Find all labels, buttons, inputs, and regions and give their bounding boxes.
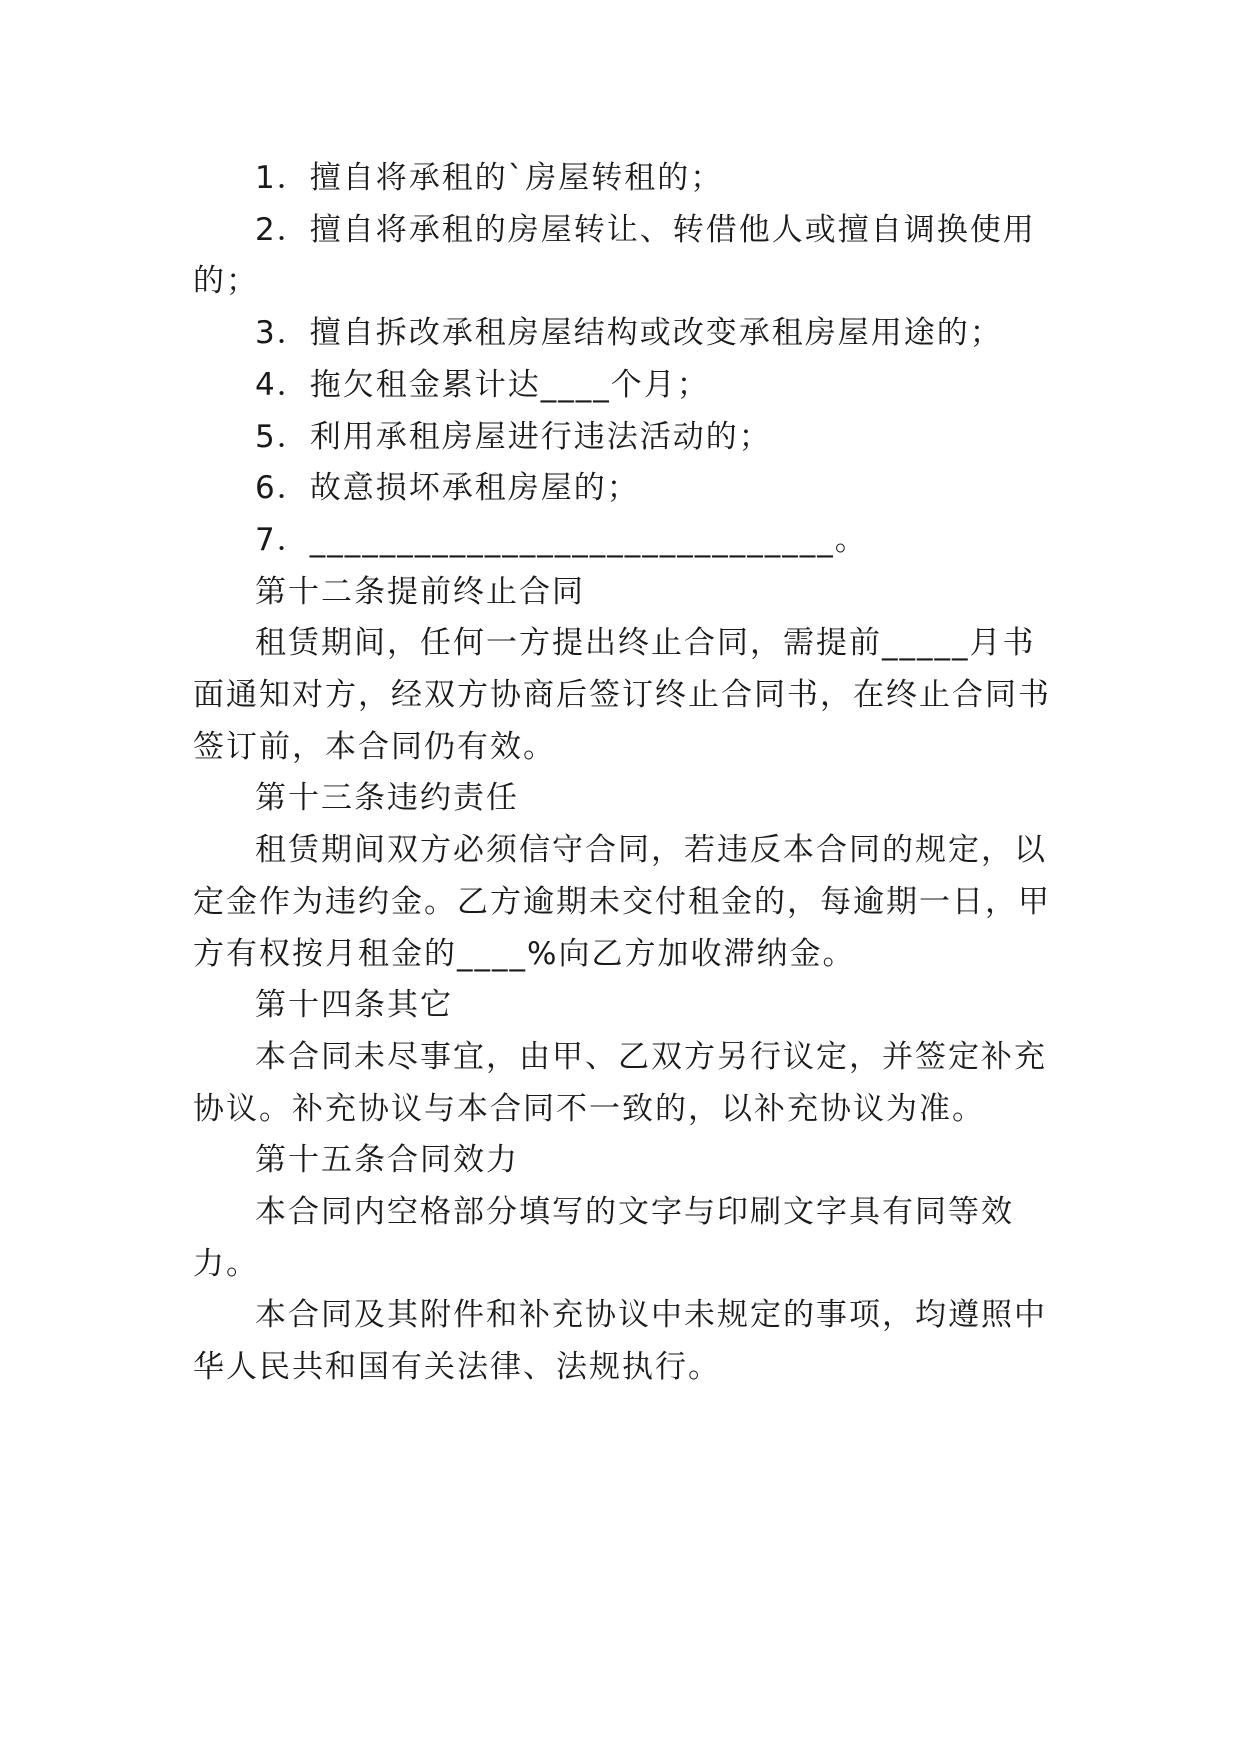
clause-item-7: 7．______________________________。 — [255, 522, 868, 558]
article-15-text: 华人民共和国有关法律、法规执行。 — [193, 1349, 721, 1385]
clause-item-5: 5．利用承租房屋进行违法活动的； — [255, 419, 772, 455]
clause-item-1: 1．擅自将承租的`房屋转租的； — [255, 160, 724, 196]
article-15-text: 本合同内空格部分填写的文字与印刷文字具有同等效 — [255, 1194, 1014, 1230]
article-14-text: 协议。补充协议与本合同不一致的，以补充协议为准。 — [193, 1091, 985, 1127]
article-13-text: 方有权按月租金的____%向乙方加收滞纳金。 — [193, 936, 856, 972]
article-13-heading: 第十三条违约责任 — [255, 780, 519, 816]
article-12-text: 租赁期间，任何一方提出终止合同，需提前_____月书 — [255, 625, 1036, 661]
article-13-text: 定金作为违约金。乙方逾期未交付租金的，每逾期一日，甲 — [193, 884, 1051, 920]
article-15-text: 力。 — [193, 1246, 259, 1282]
clause-item-4: 4．拖欠租金累计达____个月； — [255, 367, 710, 403]
clause-item-2: 2．擅自将承租的房屋转让、转借他人或擅自调换使用 — [255, 212, 1036, 248]
article-12-text: 签订前，本合同仍有效。 — [193, 729, 556, 765]
article-15-text: 本合同及其附件和补充协议中未规定的事项，均遵照中 — [255, 1297, 1047, 1333]
article-12-text: 面通知对方，经双方协商后签订终止合同书，在终止合同书 — [193, 677, 1051, 713]
article-15-heading: 第十五条合同效力 — [255, 1142, 519, 1178]
article-13-text: 租赁期间双方必须信守合同，若违反本合同的规定，以 — [255, 832, 1047, 868]
article-14-text: 本合同未尽事宜，由甲、乙双方另行议定，并签定补充 — [255, 1039, 1047, 1075]
clause-item-2-continued: 的； — [193, 263, 259, 299]
clause-item-3: 3．擅自拆改承租房屋结构或改变承租房屋用途的； — [255, 315, 1003, 351]
article-14-heading: 第十四条其它 — [255, 987, 453, 1023]
article-12-heading: 第十二条提前终止合同 — [255, 574, 585, 610]
clause-item-6: 6．故意损坏承租房屋的； — [255, 470, 640, 506]
